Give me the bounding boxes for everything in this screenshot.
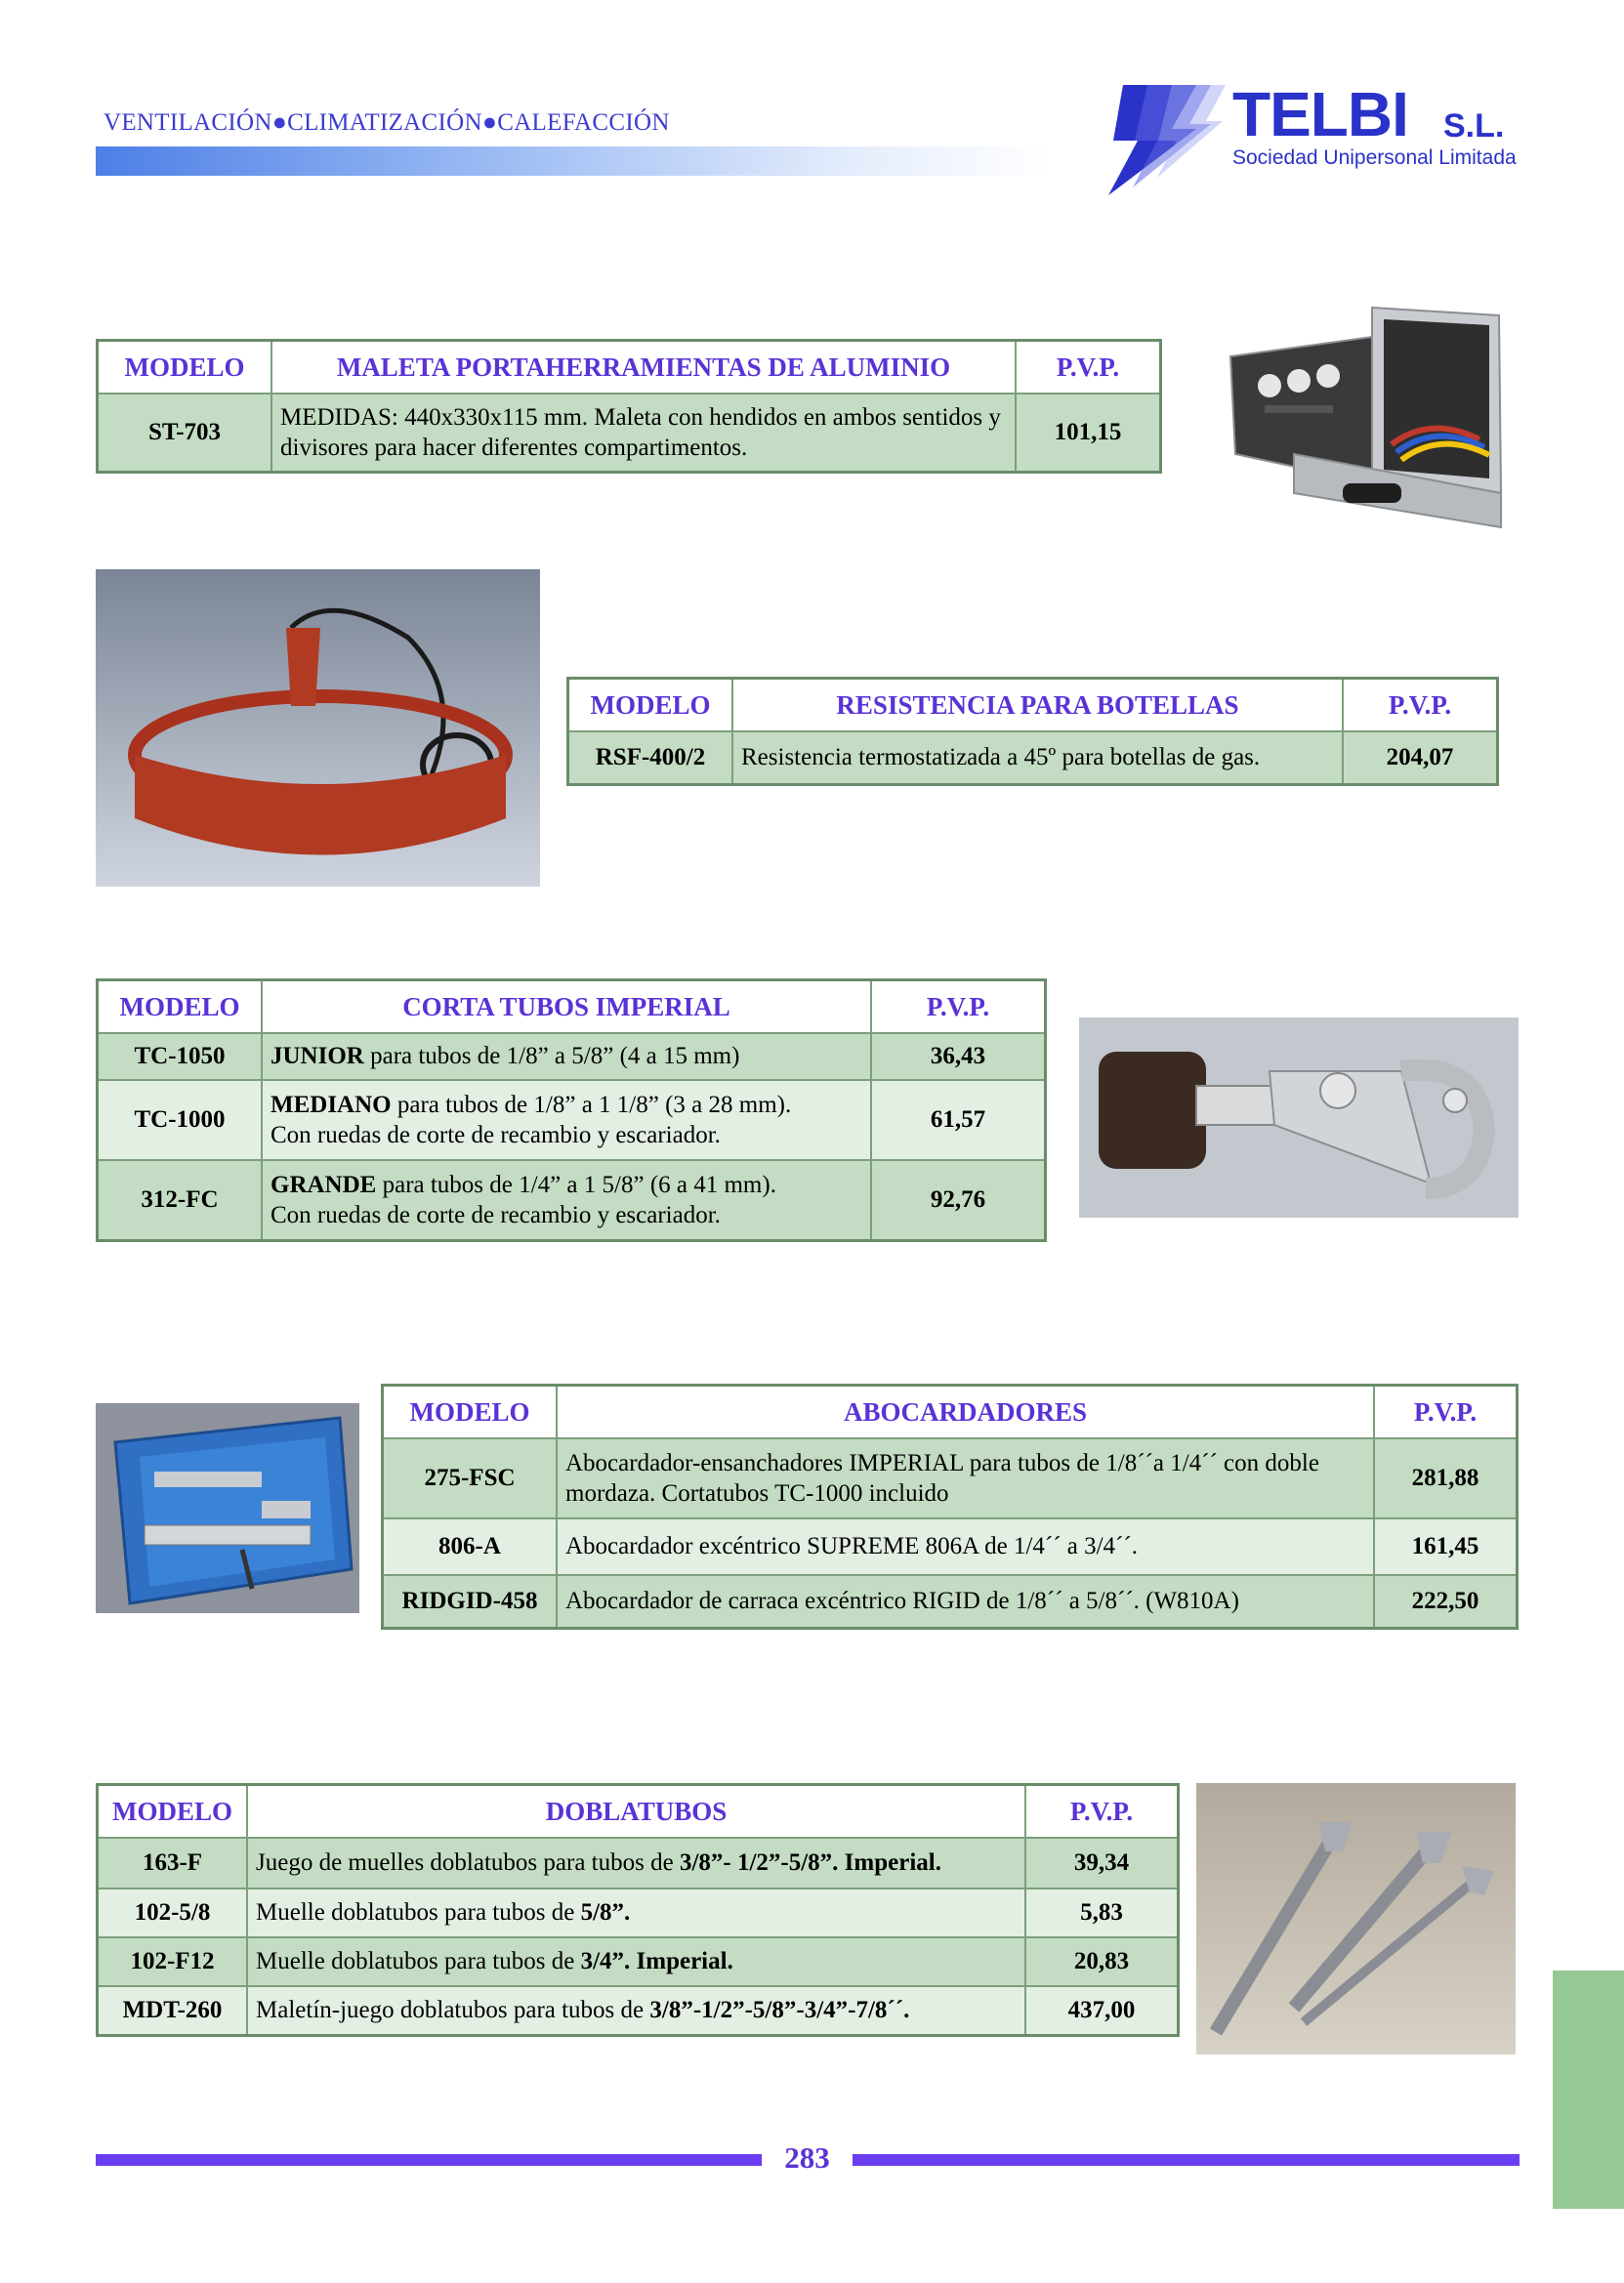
model-code: 102-F12	[98, 1937, 248, 1986]
col-price: P.V.P.	[1025, 1785, 1179, 1839]
description: MEDIANO para tubos de 1/8” a 1 1/8” (3 a 28 mm). Con ruedas de corte de recambio y escariador.	[262, 1080, 871, 1160]
col-price: P.V.P.	[1016, 341, 1161, 394]
table-doblatubos	[96, 1783, 1180, 2037]
table-row	[98, 1937, 1179, 1986]
logo-name: TELBI	[1232, 79, 1408, 149]
table-row	[98, 1838, 1179, 1889]
bending-springs-image	[1196, 1783, 1516, 2055]
price: 61,57	[871, 1080, 1046, 1160]
col-price: P.V.P.	[1374, 1386, 1518, 1439]
toolcase-image	[1226, 298, 1519, 537]
col-model: MODELO	[98, 341, 272, 394]
description: Abocardador excéntrico SUPREME 806A de 1/4´´ a 3/4´´.	[557, 1518, 1374, 1575]
size-label: MEDIANO	[271, 1091, 392, 1118]
model-code: 275-FSC	[383, 1438, 558, 1518]
table-corta-tubos	[96, 978, 1047, 1242]
model-code: 806-A	[383, 1518, 558, 1575]
table-row	[98, 1160, 1046, 1240]
table-resistencia	[566, 677, 1499, 786]
col-model: MODELO	[568, 679, 733, 732]
description: Muelle doblatubos para tubos de 5/8”.	[247, 1889, 1025, 1937]
price: 101,15	[1016, 394, 1161, 472]
table-row	[98, 1033, 1046, 1080]
description: MEDIDAS: 440x330x115 mm. Maleta con hendidos en ambos sentidos y divisores para hacer diferentes compartimentos.	[271, 394, 1016, 472]
description: Abocardador de carraca excéntrico RIGID de 1/8´´ a 5/8´´. (W810A)	[557, 1575, 1374, 1628]
description: Resistencia termostatizada a 45º para botellas de gas.	[732, 731, 1343, 784]
col-model: MODELO	[98, 1785, 248, 1839]
price: 204,07	[1343, 731, 1498, 784]
tube-cutter-image	[1079, 1017, 1519, 1218]
table-row	[383, 1575, 1518, 1628]
col-title: MALETA PORTAHERRAMIENTAS DE ALUMINIO	[271, 341, 1016, 394]
model-code: 102-5/8	[98, 1889, 248, 1937]
logo-suffix: S.L.	[1443, 107, 1505, 145]
table-row	[568, 731, 1498, 784]
col-model: MODELO	[383, 1386, 558, 1439]
price: 20,83	[1025, 1937, 1179, 1986]
price: 222,50	[1374, 1575, 1518, 1628]
col-price: P.V.P.	[871, 980, 1046, 1034]
price: 281,88	[1374, 1438, 1518, 1518]
header-tagline: VENTILACIÓN●CLIMATIZACIÓN●CALEFACCIÓN	[104, 109, 670, 136]
description: GRANDE para tubos de 1/4” a 1 5/8” (6 a 41 mm). Con ruedas de corte de recambio y escariador.	[262, 1160, 871, 1240]
price: 92,76	[871, 1160, 1046, 1240]
bottle-heater-image	[96, 569, 540, 887]
logo-subtitle: Sociedad Unipersonal Limitada	[1232, 146, 1517, 169]
col-title: ABOCARDADORES	[557, 1386, 1374, 1439]
price: 36,43	[871, 1033, 1046, 1080]
header-gradient-bar	[96, 146, 1053, 176]
model-code: RSF-400/2	[568, 731, 733, 784]
size-label: GRANDE	[271, 1171, 377, 1198]
price: 39,34	[1025, 1838, 1179, 1889]
table-row	[383, 1518, 1518, 1575]
model-code: TC-1050	[98, 1033, 263, 1080]
model-code: 163-F	[98, 1838, 248, 1889]
table-row	[98, 1080, 1046, 1160]
table-maleta	[96, 339, 1162, 474]
col-title: CORTA TUBOS IMPERIAL	[262, 980, 871, 1034]
page-number: 283	[784, 2140, 830, 2175]
description: Juego de muelles doblatubos para tubos de 3/8”- 1/2”-5/8”. Imperial.	[247, 1838, 1025, 1889]
model-code: RIDGID-458	[383, 1575, 558, 1628]
model-code: ST-703	[98, 394, 272, 472]
size-label: JUNIOR	[271, 1043, 364, 1070]
table-row	[98, 1986, 1179, 2035]
footer-bar-right	[853, 2154, 1520, 2166]
model-code: TC-1000	[98, 1080, 263, 1160]
price: 161,45	[1374, 1518, 1518, 1575]
description: Abocardador-ensanchadores IMPERIAL para tubos de 1/8´´a 1/4´´ con doble mordaza. Cortatubos TC-1000 incluido	[557, 1438, 1374, 1518]
price: 5,83	[1025, 1889, 1179, 1937]
table-row	[383, 1438, 1518, 1518]
col-title: DOBLATUBOS	[247, 1785, 1025, 1839]
table-row	[98, 1889, 1179, 1937]
price: 437,00	[1025, 1986, 1179, 2035]
table-row	[98, 394, 1161, 472]
model-code: 312-FC	[98, 1160, 263, 1240]
col-price: P.V.P.	[1343, 679, 1498, 732]
model-code: MDT-260	[98, 1986, 248, 2035]
flaring-kit-image	[96, 1403, 359, 1613]
col-title: RESISTENCIA PARA BOTELLAS	[732, 679, 1343, 732]
col-model: MODELO	[98, 980, 263, 1034]
side-section-tab	[1553, 1971, 1624, 2209]
description: Muelle doblatubos para tubos de 3/4”. Imperial.	[247, 1937, 1025, 1986]
table-abocardadores	[381, 1384, 1519, 1630]
footer-bar-left	[96, 2154, 762, 2166]
description: JUNIOR para tubos de 1/8” a 5/8” (4 a 15 mm)	[262, 1033, 871, 1080]
description: Maletín-juego doblatubos para tubos de 3/8”-1/2”-5/8”-3/4”-7/8´´.	[247, 1986, 1025, 2035]
